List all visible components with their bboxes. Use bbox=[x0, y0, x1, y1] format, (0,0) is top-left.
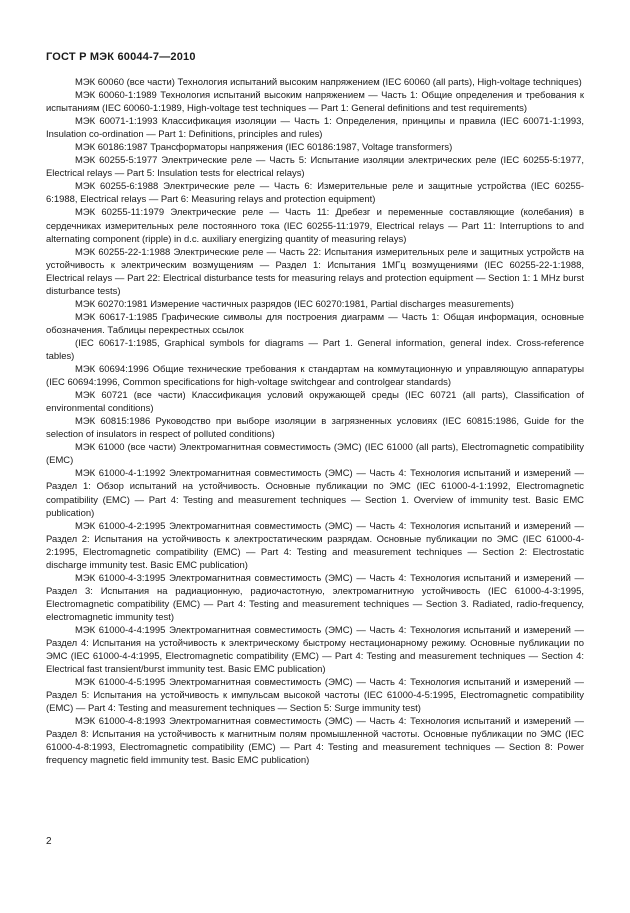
reference-item: МЭК 61000 (все части) Электромагнитная совместимость (ЭМС) (IEC 61000 (all parts), Electromagnetic compatibility (EMC) bbox=[46, 442, 584, 467]
running-header: ГОСТ Р МЭК 60044-7—2010 bbox=[46, 51, 196, 63]
reference-item: МЭК 60270:1981 Измерение частичных разрядов (IEC 60270:1981, Partial discharges measurements) bbox=[75, 298, 514, 310]
reference-item: (IEC 60617-1:1985, Graphical symbols for diagrams — Part 1. General information, general index. Cross-reference tables) bbox=[46, 337, 584, 362]
reference-item: МЭК 60060 (все части) Технология испытаний высоким напряжением (IEC 60060 (all parts), High-voltage techniques) bbox=[75, 77, 582, 88]
reference-item: МЭК 60815:1986 Руководство при выборе изоляции в загрязненных условиях (IEC 60815:1986, Guide for the selection of insulators in respect of polluted conditions) bbox=[46, 416, 584, 441]
reference-item: МЭК 61000-4-2:1995 Электромагнитная совместимость (ЭМС) — Часть 4: Технология испытаний и измерений — Раздел 2: Испытания на устойчивость к электростатическим разрядам. Основные публикации по ЭМС (IEC 61000-4-2:1995, Electromagnetic compatibility (EMC) — Part 4: Testing and measurement techniques — Section 2: Electrostatic discharge immunity test. Basic EMC publication) bbox=[46, 520, 584, 571]
reference-item: МЭК 60255-5:1977 Электрические реле — Часть 5: Испытание изоляции электрических реле (IEC 60255-5:1977, Electrical relays — Part 5: Insulation tests for electrical relays) bbox=[46, 155, 584, 180]
reference-item: МЭК 61000-4-8:1993 Электромагнитная совместимость (ЭМС) — Часть 4: Технология испытаний и измерений — Раздел 8: Испытания на устойчивость к магнитным полям промышленной частоты. Основные публикации по ЭМС (IEC 61000-4-8:1993, Electromagnetic compatibility (EMC) — Part 4: Testing and measurement techniques — Section 8: Power frequency magnetic field immunity test. Basic EMC publication) bbox=[46, 716, 584, 767]
reference-item: МЭК 60060-1:1989 Технология испытаний высоким напряжением — Часть 1: Общие определения и требования к испытаниям (IEC 60060-1:1989, High-voltage test techniques — Part 1: General definitions and test requirements) bbox=[46, 90, 584, 115]
reference-item: МЭК 61000-4-1:1992 Электромагнитная совместимость (ЭМС) — Часть 4: Технология испытаний и измерений — Раздел 1: Обзор испытаний на устойчивость. Основные публикации по ЭМС (IEC 61000-4-1:1992, Electromagnetic compatibility (EMC) — Part 4: Testing and measurement techniques — Section 1. Overview of immunity test. Basic EMC publication) bbox=[46, 468, 584, 519]
reference-item: МЭК 60255-22-1:1988 Электрические реле — Часть 22: Испытания измерительных реле и защитных устройств на устойчивость к электрическим возмущениям — Раздел 1: Испытания 1МГц возмущениями (IEC 60255-22-1:1988, Electrical relays — Part 22: Electrical disturbance tests for measuring relays and protection equipment — Section 1: 1 MHz burst disturbance tests) bbox=[46, 246, 584, 297]
reference-item: МЭК 60255-11:1979 Электрические реле — Часть 11: Дребезг и переменные составляющие (колебания) в сердечниках измерительных реле постоянного тока (IEC 60255-11:1979, Electrical relays — Part 11: Interruptions to and alternating component (ripple) in d.c. auxiliary energizing quantity of measuring relays) bbox=[46, 207, 584, 245]
normative-references-list bbox=[46, 76, 584, 767]
reference-item: МЭК 60186:1987 Трансформаторы напряжения (IEC 60186:1987, Voltage transformers) bbox=[75, 142, 453, 154]
reference-item: МЭК 60617-1:1985 Графические символы для построения диаграмм — Часть 1: Общая информация, основные обозначения. Таблицы перекрестных ссылок bbox=[46, 311, 584, 336]
reference-item: МЭК 61000-4-3:1995 Электромагнитная совместимость (ЭМС) — Часть 4: Технология испытаний и измерений — Раздел 3: Испытания на радиационную, радиочастотную, электромагнитную устойчивость (IEC 61000-4-3:1995, Electromagnetic compatibility (EMC) — Part 4: Testing and measurement techniques — Section 3. Radiated, radio-frequency, electromagnetic immunity test) bbox=[46, 572, 584, 623]
reference-item: МЭК 60694:1996 Общие технические требования к стандартам на коммутационную и управляющую аппаратуры (IEC 60694:1996, Common specifications for high-voltage switchgear and controlgear standards) bbox=[46, 364, 584, 389]
reference-item: МЭК 60255-6:1988 Электрические реле — Часть 6: Измерительные реле и защитные устройства (IEC 60255-6:1988, Electrical relays — Part 6: Measuring relays and protection equipment) bbox=[46, 181, 584, 206]
reference-item: МЭК 61000-4-5:1995 Электромагнитная совместимость (ЭМС) — Часть 4: Технология испытаний и измерений — Раздел 5: Испытания на устойчивость к импульсам высокой частоты (IEC 61000-4-5:1995, Electromagnetic compatibility (EMC) — Part 4: Testing and measurement techniques — Section 5: Surge immunity test) bbox=[46, 677, 584, 715]
reference-item: МЭК 61000-4-4:1995 Электромагнитная совместимость (ЭМС) — Часть 4: Технология испытаний и измерений — Раздел 4: Испытания на устойчивость к электрическому быстрому нестационарному режиму. Основные публикации по ЭМС (IEC 61000-4-4:1995, Electromagnetic compatibility (EMC) — Part 4: Testing and measurement techniques — Section 4: Electrical fast transient/burst immunity test. Basic EMC publication) bbox=[46, 624, 584, 676]
page-number: 2 bbox=[46, 836, 52, 847]
reference-item: МЭК 60071-1:1993 Классификация изоляции — Часть 1: Определения, принципы и правила (IEC 60071-1:1993, Insulation co-ordination — Part 1: Definitions, principles and rules) bbox=[46, 116, 584, 141]
reference-item: МЭК 60721 (все части) Классификация условий окружающей среды (IEC 60721 (all parts), Classification of environmental conditions) bbox=[46, 390, 584, 415]
